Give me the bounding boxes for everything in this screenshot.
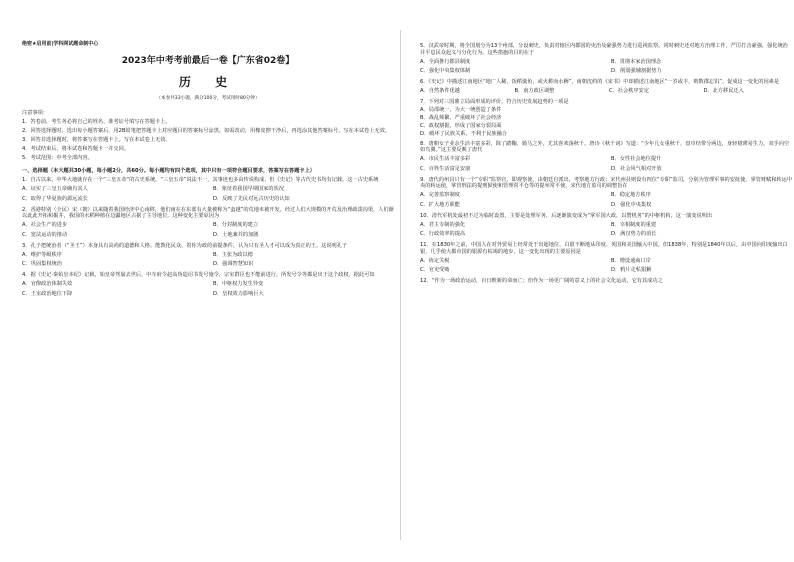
option: D．破坏了民族关系，不利于民族融合 xyxy=(420,131,507,137)
note-item: 5．考试范围：中考全部内容。 xyxy=(22,155,93,162)
question-stem: 7．下列对三国鼎立局面形成的评价，符合历史发展趋势的一项是 xyxy=(420,99,569,105)
option: B．南方政区调整 xyxy=(514,88,555,94)
option: C．行政效率的提高 xyxy=(420,231,466,237)
option: A．局部统一，为大一统创造了条件 xyxy=(420,107,502,113)
options xyxy=(420,87,792,97)
option: C．官吏受贿 xyxy=(420,267,450,273)
options xyxy=(420,57,792,76)
option: C．政权割据，形成了国家分裂局面 xyxy=(420,123,502,129)
subject-title: 历 史 xyxy=(178,75,238,90)
options xyxy=(420,155,792,174)
option: D．社会风气相对开放 xyxy=(611,165,662,172)
options xyxy=(22,221,394,240)
question-stem: 8．唐朝女子业余生活丰富多彩，除了踏鞠、骑马之外，尤其喜欢荡秋千。唐诗《秋千词》写道：“少年儿女重秋千，盘巾结带分两边，身轻裙薄易生力，双手向空如鸟翼。”这主要反映了唐代 xyxy=(420,140,790,153)
question-stem: 5．汉武帝时期，将全国划分为13个州部，分设刺史，负责对辖区内郡国的吏治及豪强势力进行巡视监察。同时刺史还对地方治理工作，严厉打击豪强，强化统治并平息民众起义与分化行为。这些措施的目的在于 xyxy=(420,43,788,56)
option: A．协定关税 xyxy=(420,257,450,264)
option: C．强化中央集权体制 xyxy=(420,68,471,74)
option: A．社会生产的进步 xyxy=(22,222,68,229)
option: A．市民生活丰富多彩 xyxy=(420,156,471,162)
options xyxy=(420,191,792,210)
exam-meta: （本卷共33小题，满分100分，考试用时80分钟） xyxy=(156,96,260,102)
option: A．完善监察制度 xyxy=(420,192,460,198)
option: D．北方移民迁入 xyxy=(703,88,744,94)
option: A．全面推行郡县制度 xyxy=(420,58,471,65)
option: A．证实了三皇五帝确有其人 xyxy=(22,186,88,193)
option: D．鸦片走私猖獗 xyxy=(611,267,652,273)
right-column xyxy=(420,40,792,286)
option: B．女性社会地位提升 xyxy=(611,156,662,162)
option: B．增设通商口岸 xyxy=(611,257,651,264)
option: C．百姓生活富足安康 xyxy=(420,165,471,172)
option: B．主张为政以德 xyxy=(213,251,253,258)
options xyxy=(22,185,394,204)
note-item: 3．回答非选择题时，将答案写在答题卡上。写在本试卷上无效。 xyxy=(22,137,171,144)
options xyxy=(22,280,394,299)
option: B．贯彻本家治国理念 xyxy=(611,58,662,65)
option: D．削弱强辅割据势力 xyxy=(611,68,662,74)
option: D．强调智慧知识 xyxy=(213,261,254,268)
option: A．君主专制的强化 xyxy=(420,221,466,228)
note-item: 4．考试结束后，将本试卷和答题卡一并交回。 xyxy=(22,146,130,153)
option: B．中枢权力发生异变 xyxy=(213,281,264,288)
option: C．扩大地方职能 xyxy=(420,201,460,208)
options xyxy=(22,250,394,269)
question-stem: 10．清代军机处最初不过为临时设置，主要是处理军务，后逐渐演变成为“掌军国大政，以赞机务”的中枢机构，这一演变说明出 xyxy=(420,212,713,219)
option: D．满汉势力的消长 xyxy=(611,231,657,237)
option: D．皇权效力影响巨大 xyxy=(213,290,264,297)
column-divider xyxy=(400,30,401,540)
option: D．土地兼并的加剧 xyxy=(213,231,259,238)
options xyxy=(420,220,792,239)
note-item: 2．回答选择题时，选出每小题答案后，用2B铅笔把答题卡上对应题目的答案标号涂黑。如需改动，用橡皮擦干净后，再选涂其他答案标号。写在本试卷上无效。 xyxy=(22,128,391,135)
option: A．官僚政治体制失效 xyxy=(22,281,73,288)
option: B．宰相制度的重建 xyxy=(611,221,657,228)
option: C．宽法运动的推动 xyxy=(22,231,68,238)
question-stem: 11．在1830年之前，中国人在对外贸易上经常处于出超地位，白银不断地从印度、英国和美国输入中国。但1838年，特别是1840年以后，由中国向印度输出白银，几乎使大都市国的银源有枯竭的地步，这一变化出现的主要原因是 xyxy=(420,242,788,255)
question-stem: 2．香港特别（全民）宋（朝）以来随着我国经济中心南移，他们南在在东部有大量被称为“蛮越”的荒地未被开发，经过人们大规模的开荒及治理疏浚沟渠，人们渐以此此开拓和掘井，我国的水稻种植在边疆地区占据了主导地位。这种变化主要原因为 xyxy=(22,206,394,220)
question-stem: 9．唐代的州县只有一个“专职”监察官，即观察使，由朝廷自派出，考察地方行政；宋代州县则设有四位“专职”监司，分别为管理军事的安抚使，掌管财赋和转运中央的转运使，掌管刑法的提刑狱使和管理常平仓等的提举常平使。宋代地方监司的调整旨在 xyxy=(420,176,792,189)
question-stem: 12．“作为一场政治运动，百日维新的命而亡；但作为一场更广阔的意义上的社会文化运动，它有其成功之 xyxy=(420,278,663,284)
option: B．象征着我国早期国家的状况 xyxy=(213,186,284,193)
question-stem: 4．据《史记·秦始皇本纪》记载，始皇帝驾崩去世后，中车府令赵高伪造诏书发号施令，宗室群臣也不能前进行，所发号令等都是出于这个政权，据此可知 xyxy=(22,272,375,279)
options xyxy=(420,256,792,275)
section-heading: 一、选择题（本大题共30小题，每小题2分，共60分。每小题均有四个选项，其中只有一项符合题目要求，答案写在答题卡上） xyxy=(22,167,315,174)
options xyxy=(420,107,792,138)
note-item: 1．答卷前，考生务必将自己的姓名、准考证号填写在答题卡上。 xyxy=(22,119,171,126)
option: A．维护等级秩序 xyxy=(22,251,62,258)
question-stem: 6．《史记》中描述江南地区“地广人稀，饭稻羹鱼，或火耕而水耨”，南朝沈约的《宋书》中却描述江南地区“一岁或丰，则数郡忘饥”。促成这一变化的因素是 xyxy=(420,79,780,85)
left-column xyxy=(22,42,394,302)
option: A．自然条件优越 xyxy=(420,88,460,94)
question-stem: 3．孔子把统治者（“圣王”）本身具有高尚的道德和人格、能教化民众，着你为政的前提条件，认为只有圣人才可以成为真正的王。这说明孔子 xyxy=(22,242,348,249)
option: C．巩固集权统治 xyxy=(22,261,62,268)
question-stem: 1．自古以来，中华大地就存在一个“三皇五帝”的古史系统。“三皇五帝”说法不一，其事迹也多由传说构成，但《史记》等古代史书均有记载。这一古史系统 xyxy=(22,177,379,184)
top-note: 绝密★启用前|学科网试题命制中心 xyxy=(22,41,99,47)
notes-label: 注意事项： xyxy=(22,109,48,116)
option: B．战乱频繁，严重破坏了社会经济 xyxy=(420,115,502,121)
option: B．分封制度的建立 xyxy=(213,222,259,229)
option: D．反映了先民对远古历史的认知 xyxy=(213,195,290,202)
option: C．社会秩序安定 xyxy=(609,88,649,94)
option: D．强化中央集权 xyxy=(611,201,652,208)
option: C．王室政治地位下降 xyxy=(22,290,73,297)
page-title: 2023年中考考前最后一卷【广东省02卷】 xyxy=(121,56,295,66)
option: C．取得了华夏族的源远流长 xyxy=(22,195,88,202)
option: B．稳定地方秩序 xyxy=(611,192,651,198)
